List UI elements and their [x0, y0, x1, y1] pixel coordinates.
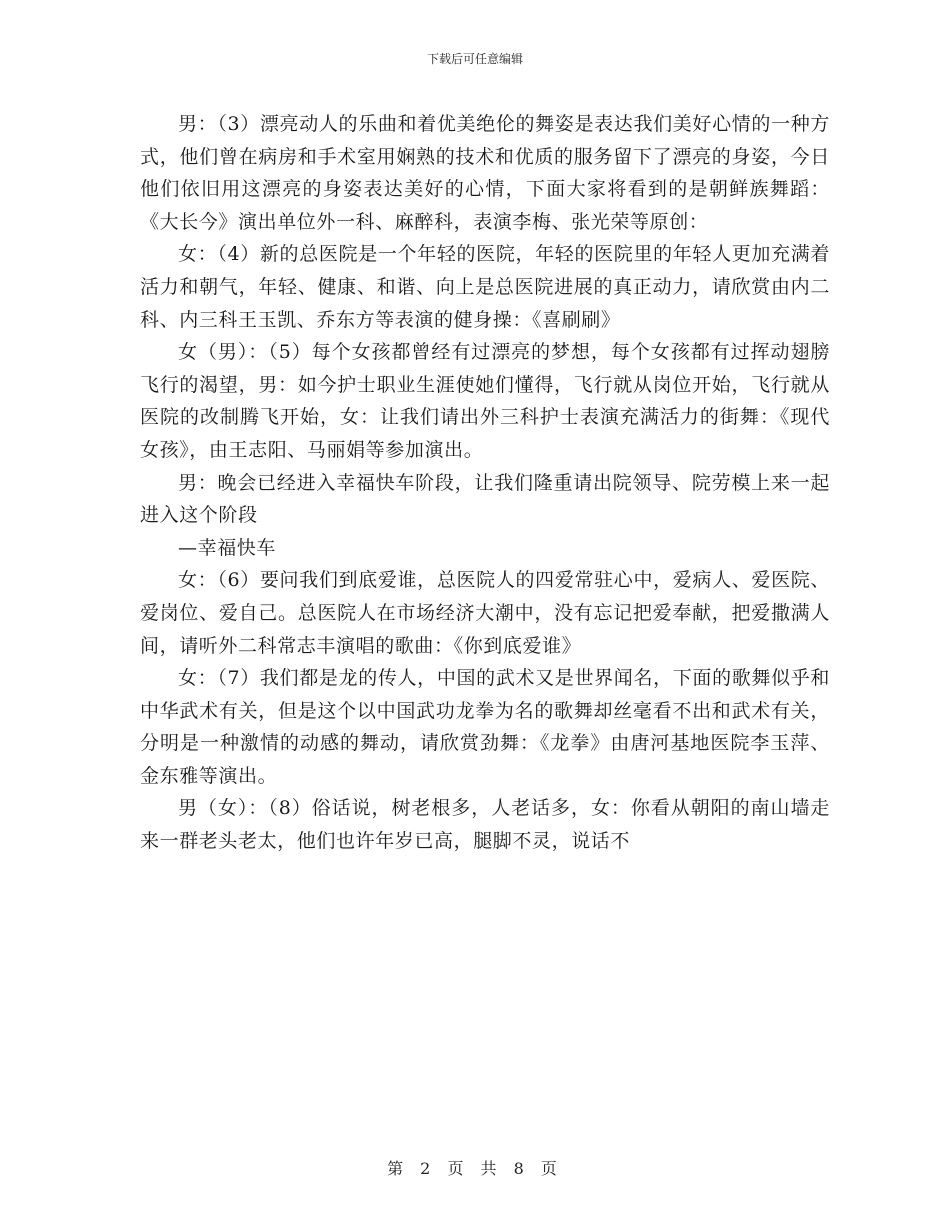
paragraph-1: 男：（3）漂亮动人的乐曲和着优美绝伦的舞姿是表达我们美好心情的一种方式，他们曾在病房和手术室用娴熟的技术和优质的服务留下了漂亮的身姿，今日他们依旧用这漂亮的身姿表达美好的心情，下面大家将看到的是朝鲜族舞蹈：《大长今》演出单位外一科、麻醉科，表演李梅、张光荣等原创：: [140, 113, 830, 233]
page-header: 下载后可任意编辑: [426, 52, 523, 66]
paragraph-2: 女：（4）新的总医院是一个年轻的医院，年轻的医院里的年轻人更加充满着活力和朝气，年轻、健康、和谐、向上是总医院进展的真正动力，请欣赏由内二科、内三科王玉凯、乔东方等表演的健身操：《喜刷刷》: [140, 243, 830, 331]
paragraph-8: 男（女）：（8）俗话说，树老根多，人老话多，女：你看从朝阳的南山墙走来一群老头老太，他们也许年岁已高，腿脚不灵，说话不: [140, 797, 830, 853]
document-body: [140, 108, 830, 858]
paragraph-5: —幸福快车: [178, 536, 277, 559]
paragraph-6: 女：（6）要问我们到底爱谁，总医院人的四爱常驻心中，爱病人、爱医院、爱岗位、爱自己。总医院人在市场经济大潮中，没有忘记把爱奉献，把爱撒满人间，请听外二科常志丰演唱的歌曲：《你到底爱谁》: [140, 569, 830, 657]
paragraph-4: 男：晚会已经进入幸福快车阶段，让我们隆重请出院领导、院劳模上来一起进入这个阶段: [140, 471, 830, 527]
paragraph-3: 女（男）：（5）每个女孩都曾经有过漂亮的梦想，每个女孩都有过挥动翅膀飞行的渴望，男：如今护士职业生涯使她们懂得，飞行就从岗位开始，飞行就从医院的改制腾飞开始，女：让我们请出外三科护士表演充满活力的街舞：《现代女孩》，由王志阳、马丽娟等参加演出。: [140, 341, 830, 461]
page-footer: 第 2 页 共 8 页: [387, 1159, 563, 1178]
paragraph-7: 女：（7）我们都是龙的传人，中国的武术又是世界闻名，下面的歌舞似乎和中华武术有关，但是这个以中国武功龙拳为名的歌舞却丝毫看不出和武术有关，分明是一种激情的动感的舞动，请欣赏劲舞：《龙拳》由唐河基地医院李玉萍、金东雅等演出。: [140, 667, 830, 787]
